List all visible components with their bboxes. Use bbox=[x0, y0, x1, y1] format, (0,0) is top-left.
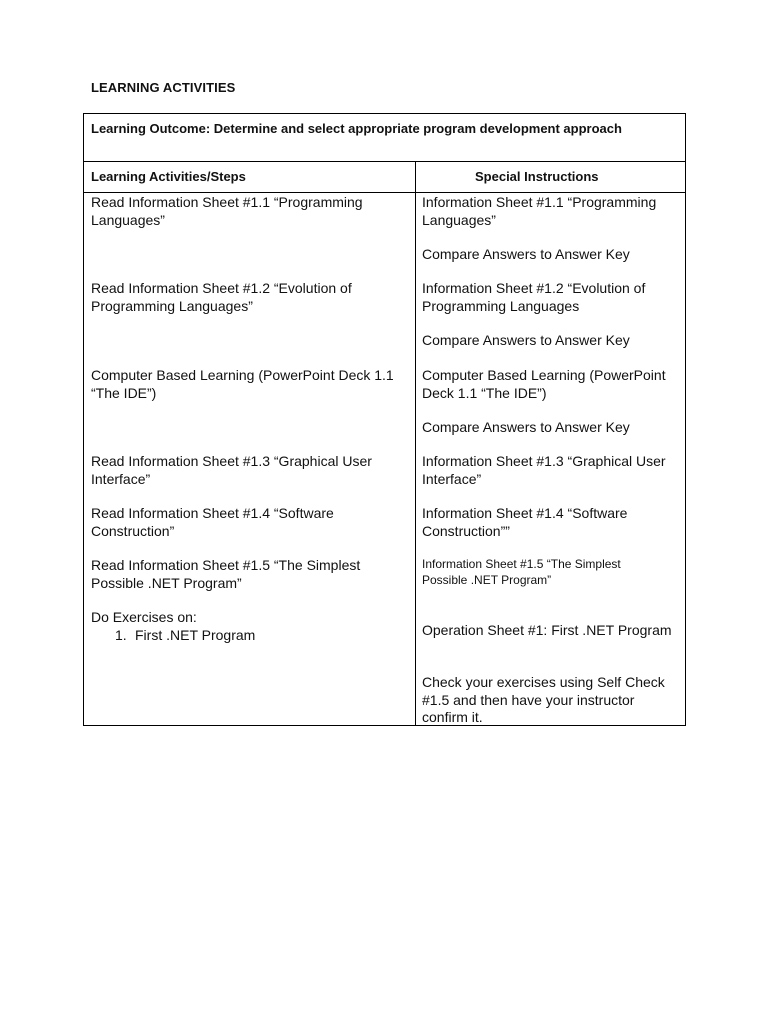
col-header-instructions: Special Instructions bbox=[475, 169, 599, 184]
instruction-item: Information Sheet #1.1 “Programming Languages” bbox=[422, 194, 657, 228]
instruction-item: Operation Sheet #1: First .NET Program bbox=[422, 622, 672, 638]
activity-item: Read Information Sheet #1.4 “Software Construction” bbox=[91, 505, 334, 539]
instruction-item: Compare Answers to Answer Key bbox=[422, 419, 630, 435]
exercise-item: First .NET Program bbox=[135, 627, 256, 643]
instruction-item: Information Sheet #1.3 “Graphical User Interface” bbox=[422, 453, 666, 487]
activity-item: Read Information Sheet #1.1 “Programming Languages” bbox=[91, 194, 363, 228]
page-heading: LEARNING ACTIVITIES bbox=[91, 80, 236, 95]
instruction-item: Information Sheet #1.5 “The Simplest Possible .NET Program” bbox=[422, 557, 621, 587]
table-divider bbox=[84, 161, 685, 162]
activity-item: Read Information Sheet #1.2 “Evolution of Programming Languages” bbox=[91, 280, 352, 314]
column-divider bbox=[415, 161, 416, 725]
activity-item: Read Information Sheet #1.5 “The Simplest Possible .NET Program” bbox=[91, 557, 361, 591]
instruction-item: Computer Based Learning (PowerPoint Deck 1.1 “The IDE”) bbox=[422, 367, 666, 401]
header-divider bbox=[84, 192, 685, 193]
col-header-activities: Learning Activities/Steps bbox=[91, 169, 246, 184]
learning-outcome: Learning Outcome: Determine and select appropriate program development approach bbox=[91, 121, 622, 136]
learning-activities-table bbox=[83, 113, 686, 726]
instruction-item: Compare Answers to Answer Key bbox=[422, 246, 630, 262]
activity-item: Read Information Sheet #1.3 “Graphical User Interface” bbox=[91, 453, 372, 487]
instruction-item: Compare Answers to Answer Key bbox=[422, 332, 630, 348]
activity-item: Do Exercises on: bbox=[91, 609, 197, 625]
activity-item: Computer Based Learning (PowerPoint Deck 1.1 “The IDE”) bbox=[91, 367, 394, 401]
exercise-number: 1. bbox=[115, 627, 127, 643]
instruction-item: Information Sheet #1.2 “Evolution of Programming Languages bbox=[422, 280, 646, 314]
instruction-item: Check your exercises using Self Check #1.5 and then have your instructor confirm it. bbox=[422, 674, 665, 725]
instruction-item: Information Sheet #1.4 “Software Construction”” bbox=[422, 505, 628, 539]
